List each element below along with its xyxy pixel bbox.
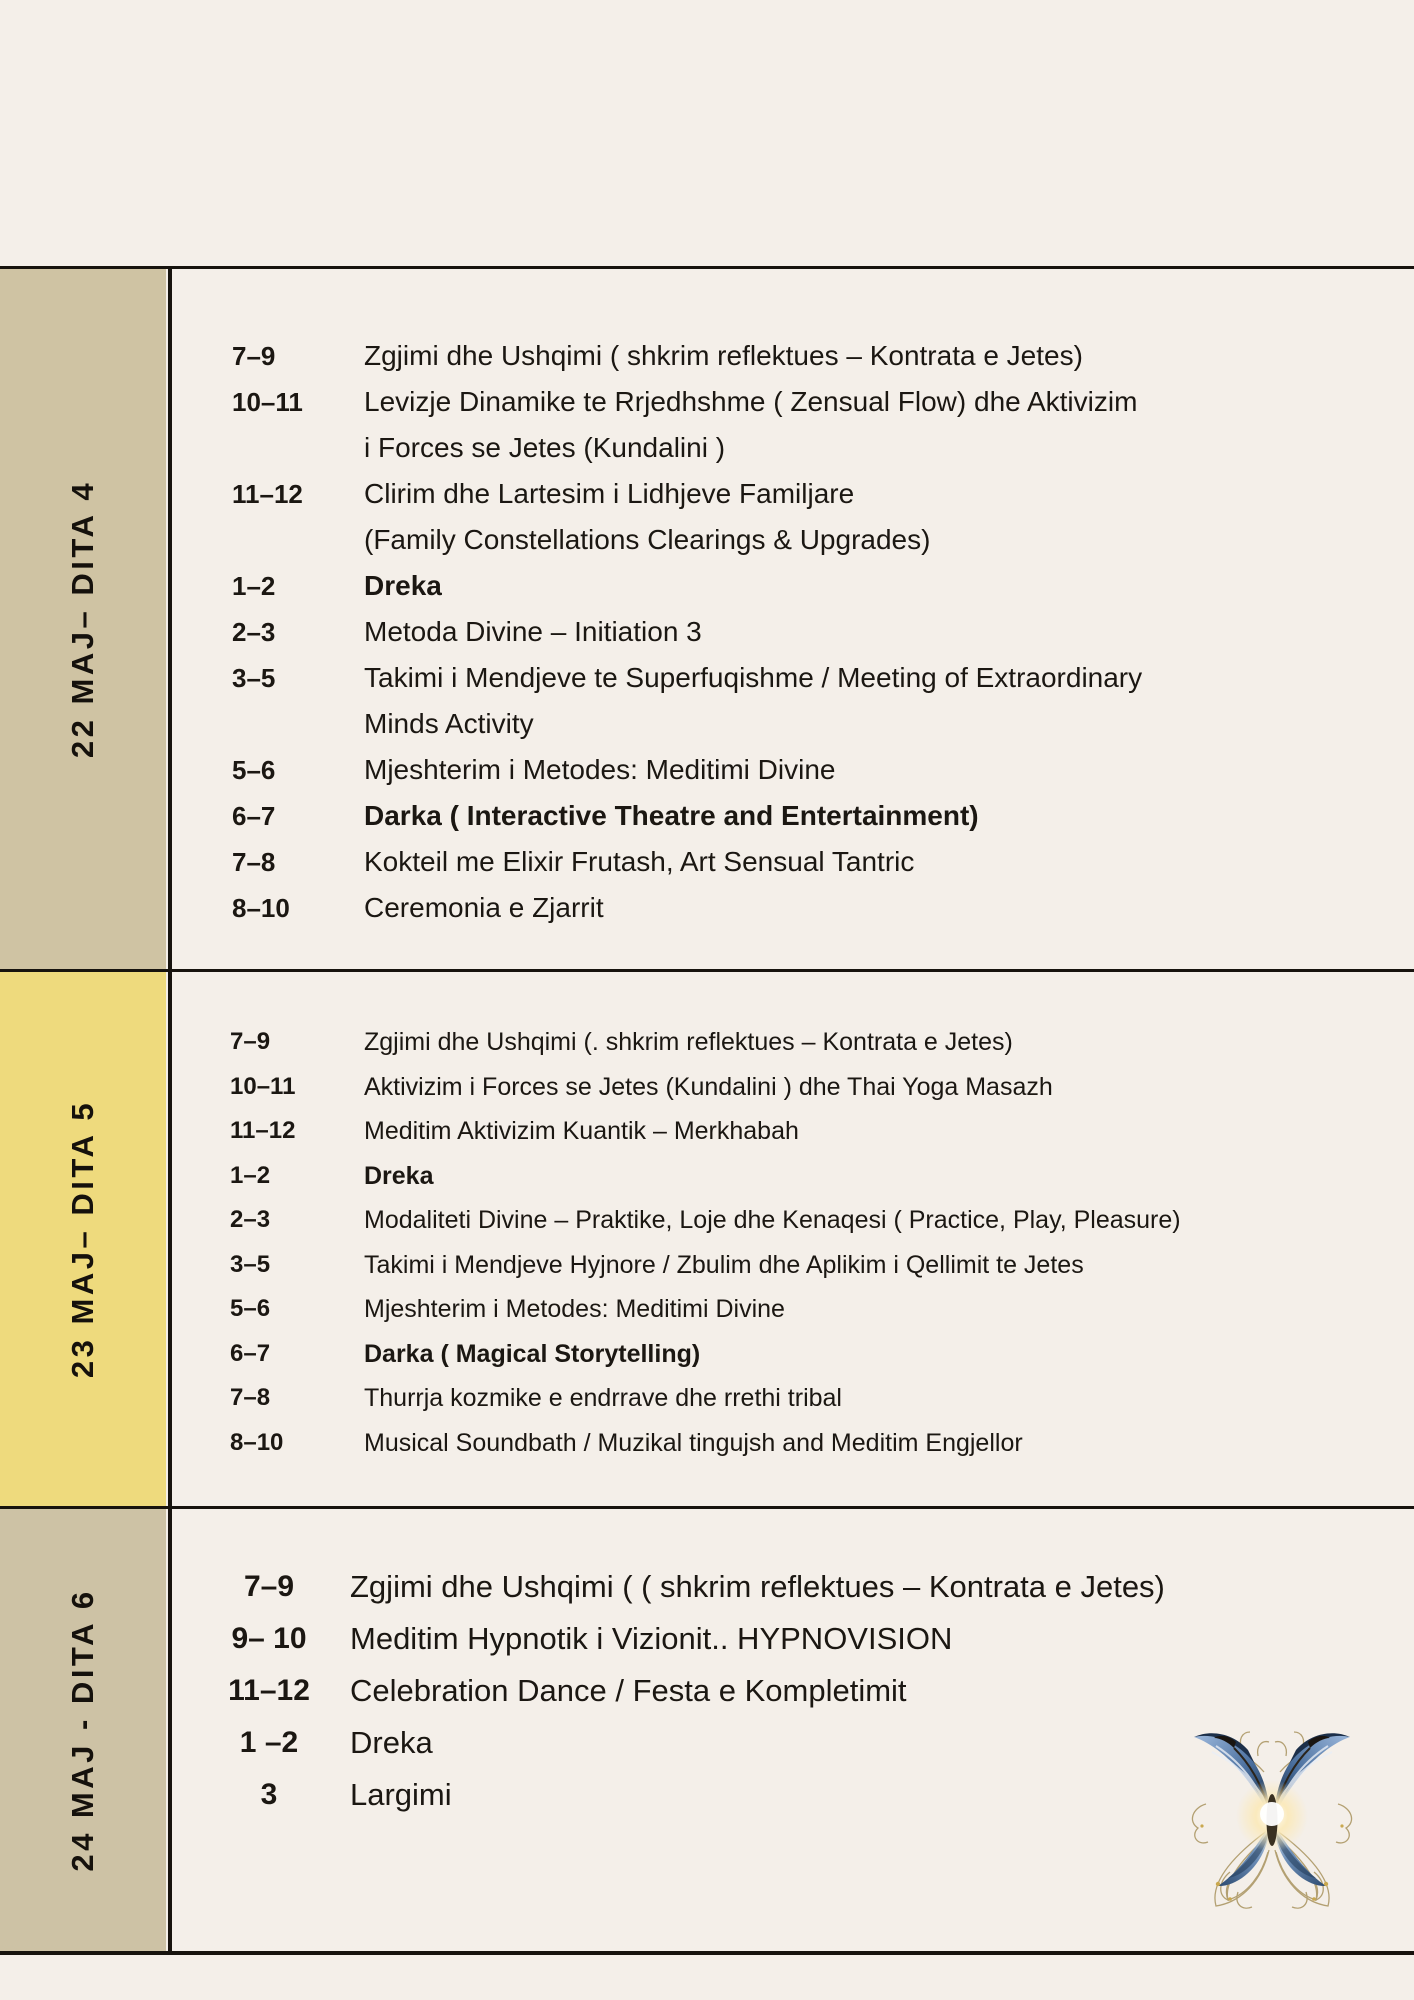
activity-text: Levizje Dinamike te Rrjedhshme ( Zensual Flow) dhe Aktivizim [364,386,1138,417]
activity-text: Meditim Aktivizim Kuantik – Merkhabah [364,1117,799,1145]
schedule-row [172,1065,1414,1110]
time-range: 6–7 [230,1339,271,1367]
activity-text: Darka ( Interactive Theatre and Entertainment) [364,800,979,831]
schedule-row [172,1198,1414,1243]
schedule-row [172,1287,1414,1332]
day-label: 22 MAJ– DITA 4 [65,479,100,758]
activity-text: Mjeshterim i Metodes: Meditimi Divine [364,754,836,785]
time-range: 11–12 [232,479,303,509]
time-range: 7–9 [243,1570,295,1603]
activity [364,1376,1414,1421]
activity [364,1421,1414,1466]
schedule-row [172,1332,1414,1377]
activity [364,885,1414,931]
schedule-row [172,379,1414,471]
schedule-row [172,563,1414,609]
time-range: 5–6 [230,1295,271,1322]
day-section-day4 [0,267,1414,970]
time-range: 1–2 [230,1161,271,1189]
activity [364,1243,1414,1288]
activity [364,747,1414,793]
activity-text: Zgjimi dhe Ushqimi ( shkrim reflektues – Kontrata e Jetes) [364,340,1083,371]
activity-text: Ceremonia e Zjarrit [364,892,604,923]
time-range: 2–3 [232,617,276,647]
activity [364,1109,1414,1154]
activity-text: Meditim Hypnotik i Vizionit.. HYPNOVISION [350,1621,953,1656]
day-section-day5 [0,970,1414,1507]
schedule-row [172,839,1414,885]
activity-text: Takimi i Mendjeve te Superfuqishme / Meeting of Extraordinary [364,662,1143,693]
activity-text: Aktivizim i Forces se Jetes (Kundalini ) dhe Thai Yoga Masazh [364,1072,1053,1101]
schedule-row [172,885,1414,931]
schedule-row [172,1665,1414,1717]
activity [364,471,1414,563]
time-range: 10–11 [230,1072,296,1100]
day-label: 24 MAJ - DITA 6 [65,1587,100,1872]
time-range: 3–5 [230,1250,271,1278]
activity-text: Dreka [364,1161,434,1190]
activity-text: Clirim dhe Lartesim i Lidhjeve Familjare [364,478,855,509]
schedule-row [172,471,1414,563]
activity-text: Celebration Dance / Festa e Kompletimit [350,1673,907,1708]
time-range: 8–10 [232,893,290,923]
day-schedule [172,267,1414,970]
activity-text: i Forces se Jetes (Kundalini ) [364,432,726,463]
activity [364,333,1414,379]
activity-text: Zgjimi dhe Ushqimi ( ( shkrim reflektues – Kontrata e Jetes) [350,1569,1165,1604]
activity-text: Musical Soundbath / Muzikal tingujsh and Meditim Engjellor [364,1428,1023,1457]
activity [350,1613,1414,1665]
activity-text: Zgjimi dhe Ushqimi (. shkrim reflektues – Kontrata e Jetes) [364,1028,1013,1056]
activity-text: Metoda Divine – Initiation 3 [364,616,702,647]
time-range: 7–9 [230,1028,271,1055]
schedule-row [172,1613,1414,1665]
activity [364,1154,1414,1199]
activity-text: Dreka [350,1725,433,1760]
time-range: 7–8 [230,1384,271,1411]
schedule-row [172,1421,1414,1466]
day-label: 23 MAJ– DITA 5 [65,1099,100,1378]
day-sidebar [0,1507,166,1952]
butterfly-icon [1172,1712,1372,1922]
activity [364,1287,1414,1332]
schedule-row [172,793,1414,839]
activity [350,1561,1414,1613]
time-range: 2–3 [230,1206,271,1233]
schedule-row [172,655,1414,747]
time-range: 8–10 [230,1428,284,1456]
activity-text: Darka ( Magical Storytelling) [364,1339,701,1368]
activity [350,1665,1414,1717]
schedule-row [172,747,1414,793]
activity [364,1332,1414,1377]
schedule-row [172,1020,1414,1065]
activity-text: Kokteil me Elixir Frutash, Art Sensual Tantric [364,846,915,877]
activity [364,379,1414,471]
time-range: 11–12 [228,1674,310,1707]
time-range: 3–5 [232,663,276,693]
schedule-row [172,1561,1414,1613]
day-sidebar [0,970,166,1507]
divider-line-day5-day6 [0,1506,1414,1509]
activity [364,1065,1414,1110]
activity [364,839,1414,885]
activity [364,563,1414,609]
activity [364,609,1414,655]
activity [364,1020,1414,1065]
activity [364,793,1414,839]
day-schedule [172,970,1414,1507]
activity-text: Thurrja kozmike e endrrave dhe rrethi tribal [364,1384,842,1412]
schedule-row [172,1376,1414,1421]
activity-text: Mjeshterim i Metodes: Meditimi Divine [364,1295,785,1323]
time-range: 9– 10 [231,1622,307,1655]
sidebar-separator-line [168,266,172,1955]
time-range: 10–11 [232,387,303,417]
schedule-row [172,333,1414,379]
activity-text: (Family Constellations Clearings & Upgrades) [364,524,931,555]
activity-text: Takimi i Mendjeve Hyjnore / Zbulim dhe Aplikim i Qellimit te Jetes [364,1250,1084,1279]
activity-text: Modaliteti Divine – Praktike, Loje dhe Kenaqesi ( Practice, Play, Pleasure) [364,1206,1181,1234]
schedule-row [172,1154,1414,1199]
time-range: 1 –2 [239,1726,299,1759]
divider-line-day4-day5 [0,969,1414,972]
activity-text: Dreka [364,570,442,601]
activity-text: Largimi [350,1777,452,1812]
divider-line-bottom [0,1951,1414,1955]
time-range: 1–2 [232,571,276,601]
day-sidebar [0,267,166,970]
time-range: 6–7 [232,801,276,831]
activity-text: Minds Activity [364,708,534,739]
time-range: 7–9 [232,341,276,371]
activity [364,655,1414,747]
schedule-row [172,1109,1414,1154]
divider-line-top [0,266,1414,269]
schedule-row [172,1243,1414,1288]
time-range: 5–6 [232,755,276,785]
schedule-row [172,609,1414,655]
time-range: 7–8 [232,847,276,877]
time-range: 3 [260,1778,278,1811]
activity [364,1198,1414,1243]
time-range: 11–12 [230,1117,296,1144]
